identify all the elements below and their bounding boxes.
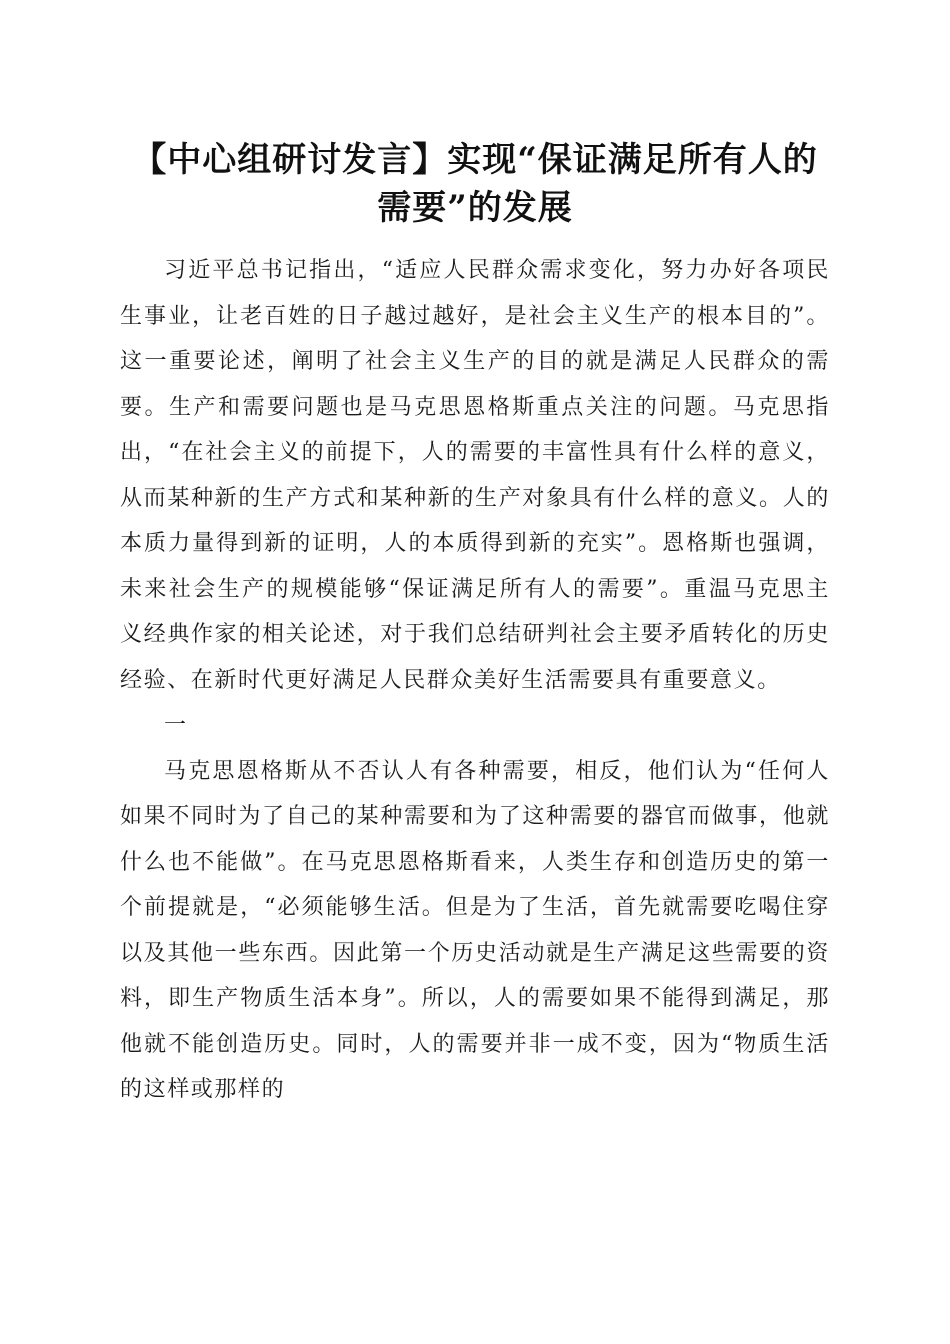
paragraph-2: 马克思恩格斯从不否认人有各种需要，相反，他们认为“任何人如果不同时为了自己的某种需要和为了这种需要的器官而做事，他就什么也不能做”。在马克思恩格斯看来，人类生存和创造历史的第一个前提就是，“必须能够生活。但是为了生活，首先就需要吃喝住穿以及其他一些东西。因此第一个历史活动就是生产满足这些需要的资料，即生产物质生活本身”。所以，人的需要如果不能得到满足，那他就不能创造历史。同时，人的需要并非一成不变，因为“物质生活的这样或那样的 xyxy=(120,758,830,1102)
section-heading-1: 一 xyxy=(164,713,188,738)
paragraph-1: 习近平总书记指出，“适应人民群众需求变化，努力办好各项民生事业，让老百姓的日子越过越好，是社会主义生产的根本目的”。这一重要论述，阐明了社会主义生产的目的就是满足人民群众的需要。生产和需要问题也是马克思恩格斯重点关注的问题。马克思指出，“在社会主义的前提下，人的需要的丰富性具有什么样的意义，从而某种新的生产方式和某种新的生产对象具有什么样的意义。人的本质力量得到新的证明，人的本质得到新的充实”。恩格斯也强调，未来社会生产的规模能够“保证满足所有人的需要”。重温马克思主义经典作家的相关论述，对于我们总结研判社会主要矛盾转化的历史经验、在新时代更好满足人民群众美好生活需要具有重要意义。 xyxy=(120,258,830,693)
document-title xyxy=(100,136,850,232)
title-line-2: 需要”的发展 xyxy=(377,188,573,228)
document-body xyxy=(120,248,830,1113)
title-line-1: 【中心组研讨发言】实现“保证满足所有人的 xyxy=(132,140,818,180)
